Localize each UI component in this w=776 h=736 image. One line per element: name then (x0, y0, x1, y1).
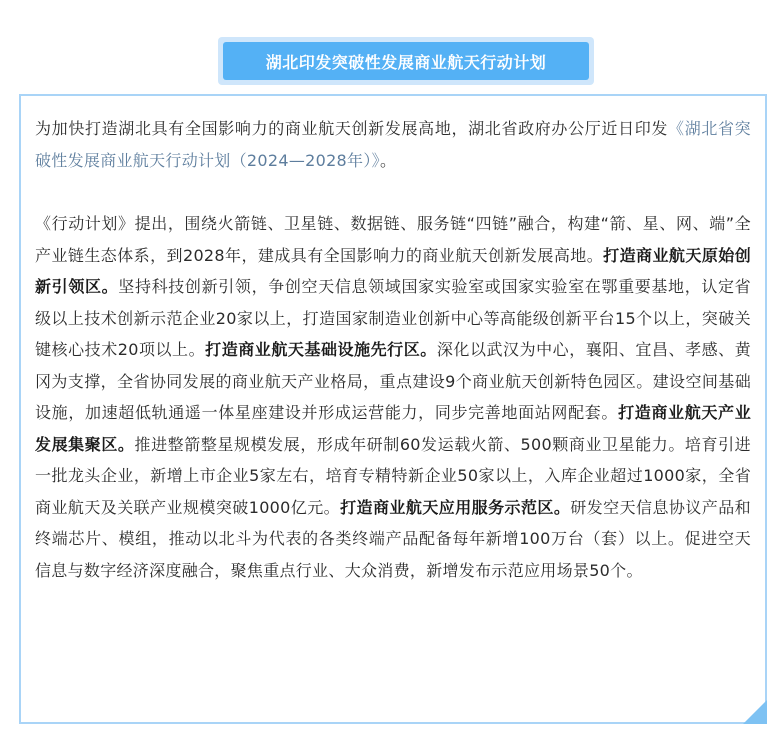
highlight-infrastructure-zone: 打造商业航天基础设施先行区。 (205, 340, 437, 359)
intro-paragraph (35, 113, 751, 176)
intro-text-after: 。 (379, 150, 397, 170)
body-sentence: 研发空天信息协议产品和终端芯片、模组，推动以北斗为代表的各类终端产品配备每年新增100万台（套）以上。促进空天信息与数字经济深度融合，聚焦重点行业、大众消费，新增发布示范应用场景50个。 (35, 497, 751, 580)
intro-text-before: 为加快打造湖北具有全国影响力的商业航天创新发展高地，湖北省政府办公厅近日印发 (35, 119, 669, 138)
document-title: 《湖北省突破性发展商业航天行动计划（2024—2028年）》 (35, 119, 751, 170)
title-banner (218, 37, 594, 85)
body-sentence: 深化以武汉为中心，襄阳、宜昌、孝感、黄冈为支撑，全省协同发展的商业航天产业格局，重点建设9个商业航天创新特色园区。建设空间基础设施，加速超低轨通遥一体星座建设并形成运营能力，同步完善地面站网配套。 (35, 340, 752, 422)
body-sentence: 推进整箭整星规模发展，形成年研制60发运载火箭、500颗商业卫星能力。培育引进一批龙头企业，新增上市企业5家左右，培育专精特新企业50家以上，入库企业超过1000家，全省商业航天及关联产业规模突破1000亿元。 (35, 434, 751, 517)
highlight-innovation-zone: 打造商业航天原始创新引领区。 (35, 245, 751, 296)
page-title: 湖北印发突破性发展商业航天行动计划 (223, 42, 589, 80)
corner-decoration (743, 700, 767, 724)
body-sentence: 坚持科技创新引领，争创空天信息领域国家实验室或国家实验室在鄂重要基地，认定省级以上技术创新示范企业20家以上，打造国家制造业创新中心等高能级创新平台15个以上，突破关键核心技术20项以上。 (35, 277, 751, 359)
article-box (19, 94, 767, 724)
body-paragraph (35, 208, 751, 586)
body-sentence: 《行动计划》提出，围绕火箭链、卫星链、数据链、服务链“四链”融合，构建“箭、星、网、端”全产业链生态体系，到2028年，建成具有全国影响力的商业航天创新发展高地。 (35, 214, 751, 265)
highlight-application-zone: 打造商业航天应用服务示范区。 (340, 497, 571, 517)
highlight-industry-zone: 打造商业航天产业发展集聚区。 (35, 403, 751, 454)
